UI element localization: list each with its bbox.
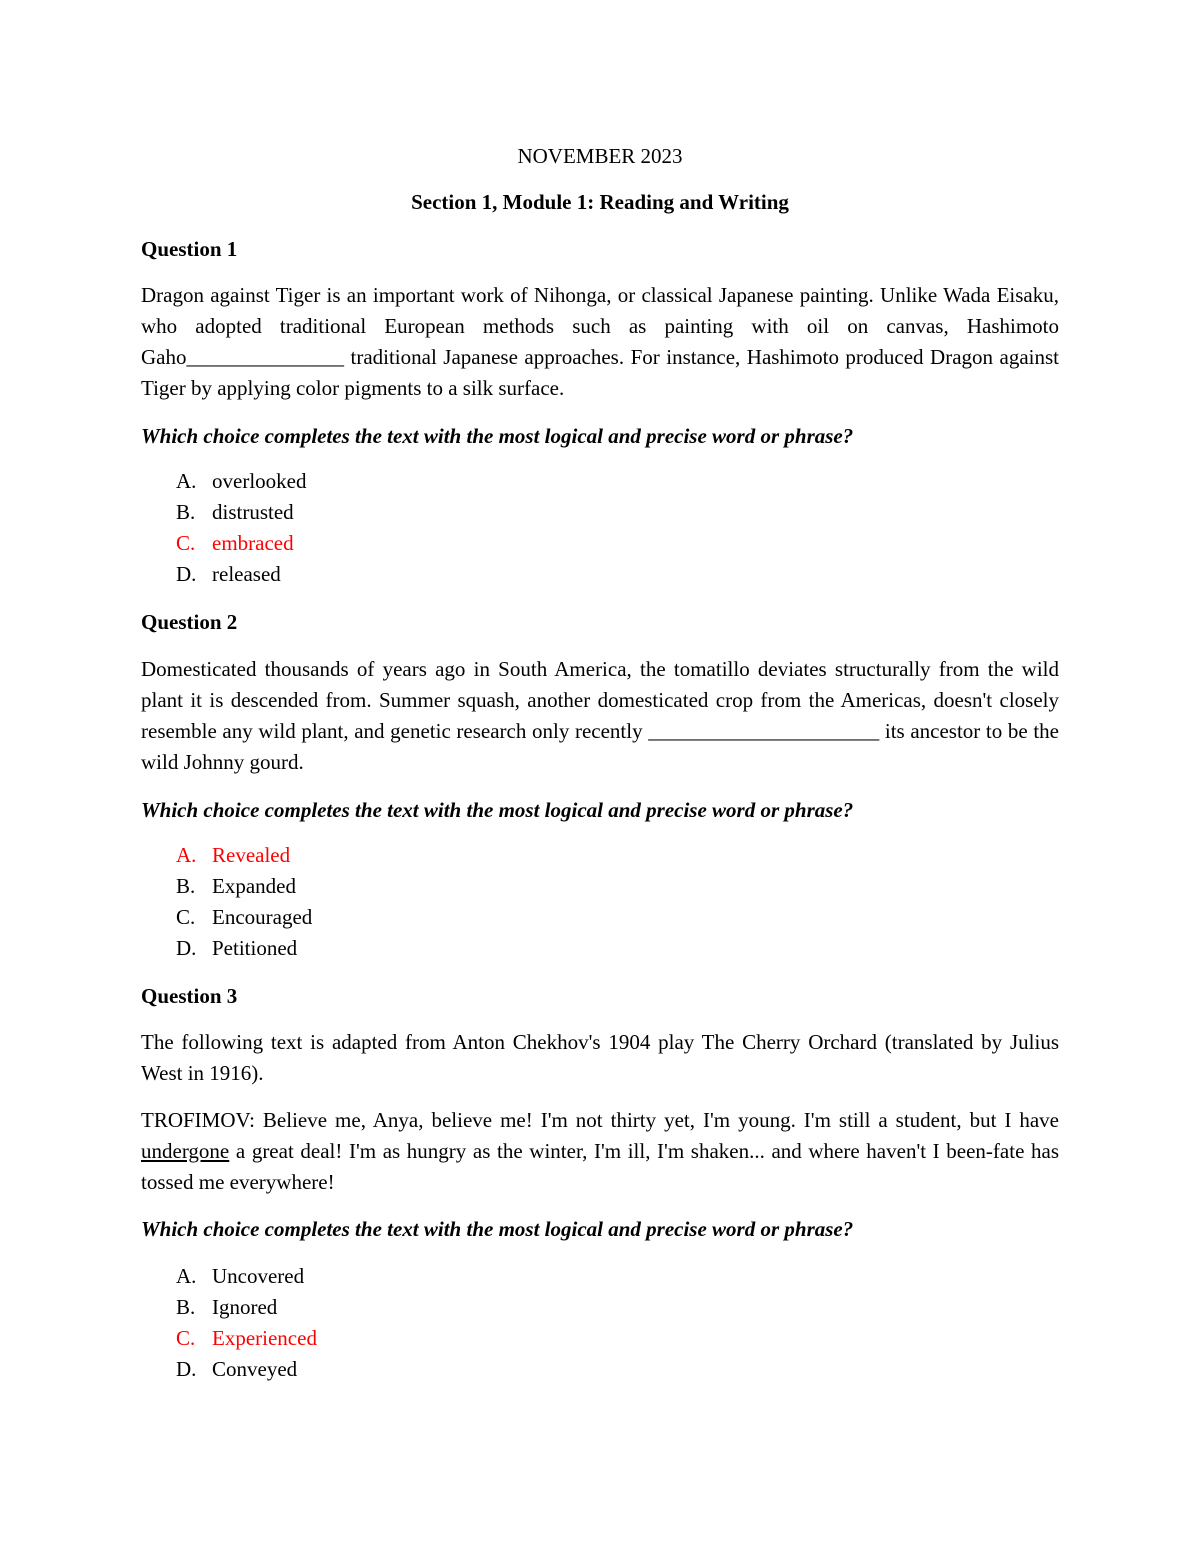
question-1-passage <box>141 280 1059 404</box>
question-3-choice-d[interactable]: D. Conveyed <box>176 1357 298 1381</box>
question-1-passage-end: traditional Japanese approaches. For instance, Hashimoto produced Dragon against Tiger by applying color pigments to a silk surface. <box>141 345 1059 400</box>
question-1-passage-start: Dragon against Tiger is an important work of Nihonga, or classical Japanese painting. Unlike Wada Eisaku, who adopted traditional European methods such as painting with oil on canvas, Hashimoto Gaho <box>141 283 1059 369</box>
question-1-prompt: Which choice completes the text with the most logical and precise word or phrase? <box>141 424 854 448</box>
question-3-choices <box>176 1261 317 1385</box>
question-3-underlined-word: undergone <box>141 1139 230 1163</box>
question-1-choice-d[interactable]: D. released <box>176 562 281 586</box>
question-2-choices <box>176 840 312 964</box>
question-2-passage-start: Domesticated thousands of years ago in South America, the tomatillo deviates structurally from the wild plant it is descended from. Summer squash, another domesticated crop from the Americas, doesn't closely resemble any wild plant, and genetic research only recently <box>141 657 1059 743</box>
question-2-passage-end: its ancestor to be the wild Johnny gourd. <box>141 719 1060 774</box>
question-1-blank: _______________ <box>186 345 344 369</box>
question-2-prompt: Which choice completes the text with the most logical and precise word or phrase? <box>141 798 854 822</box>
question-1-choice-b[interactable]: B. distrusted <box>176 500 294 524</box>
question-2-passage <box>141 654 1059 778</box>
section-title: Section 1, Module 1: Reading and Writing <box>411 190 789 214</box>
question-3-quote <box>141 1105 1059 1198</box>
question-3-prompt: Which choice completes the text with the most logical and precise word or phrase? <box>141 1217 854 1241</box>
question-2-blank: ______________________ <box>648 719 880 743</box>
question-1-heading: Question 1 <box>141 237 238 261</box>
document-date: NOVEMBER 2023 <box>517 144 683 168</box>
question-1-choice-a[interactable]: A. overlooked <box>176 469 307 493</box>
question-3-heading: Question 3 <box>141 984 238 1008</box>
question-3-choice-a[interactable]: A. Uncovered <box>176 1264 305 1288</box>
question-2-choice-b[interactable]: B. Expanded <box>176 874 296 898</box>
question-2-choice-c[interactable]: C. Encouraged <box>176 905 313 929</box>
question-3-choice-b[interactable]: B. Ignored <box>176 1295 278 1319</box>
question-1-choices <box>176 466 306 590</box>
question-2-choice-d[interactable]: D. Petitioned <box>176 936 298 960</box>
question-3-quote-end: a great deal! I'm as hungry as the winter, I'm ill, I'm shaken... and where haven't I been-fate has tossed me everywhere! <box>141 1139 1059 1194</box>
question-2-choice-a[interactable]: A. Revealed <box>176 843 291 867</box>
question-1-choice-c[interactable]: C. embraced <box>176 531 294 555</box>
question-2-heading: Question 2 <box>141 610 238 634</box>
question-3-intro: The following text is adapted from Anton Chekhov's 1904 play The Cherry Orchard (translated by Julius West in 1916). <box>141 1030 1059 1085</box>
question-3-quote-start: TROFIMOV: Believe me, Anya, believe me! I'm not thirty yet, I'm young. I'm still a student, but I have <box>141 1108 1059 1132</box>
question-3-choice-c[interactable]: C. Experienced <box>176 1326 317 1350</box>
